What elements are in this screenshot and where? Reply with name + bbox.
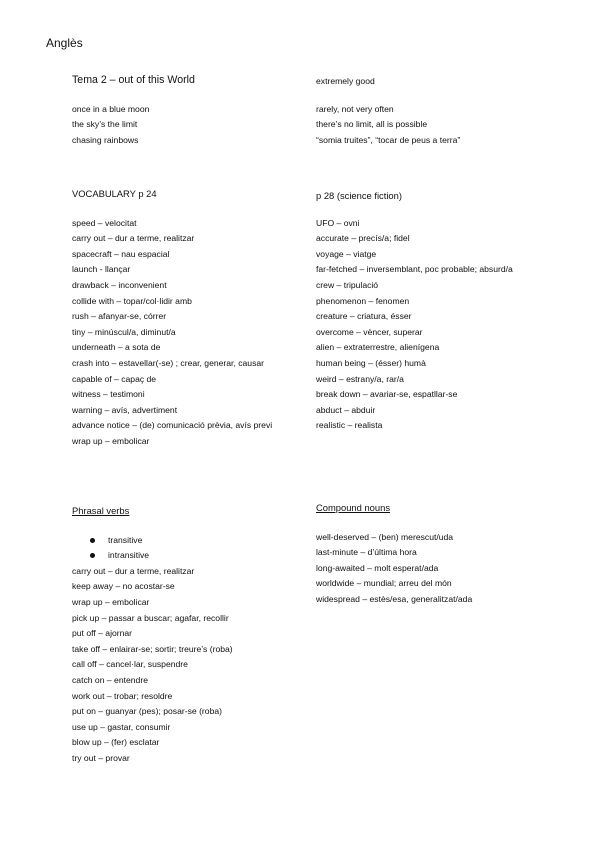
vocab-item: witness – testimoni [72,389,145,400]
scifi-item: abduct – abduir [316,404,376,415]
idioms-left-column [72,73,302,148]
compound-nouns-section [316,500,566,608]
bullet-icon [90,538,95,543]
idiom-en: chasing rainbows [72,134,139,145]
science-fiction-section [316,188,566,434]
scifi-item: creature – criatura, ésser [316,311,412,322]
vocab-item: rush – afanyar-se, córrer [72,311,167,322]
scifi-item: alien – extraterrestre, alienígena [316,342,440,353]
scifi-item: UFO – ovni [316,217,360,228]
phrasal-item: carry out – dur a terme, realitzar [72,565,195,576]
scifi-item: human being – (ésser) humà [316,357,426,368]
phrasal-item: blow up – (fer) esclatar [72,737,160,748]
idiom-en: the sky’s the limit [72,119,138,130]
vocab-item: collide with – topar/col·lidir amb [72,295,192,306]
vocab-item: speed – velocitat [72,217,137,228]
list-item [88,533,302,549]
vocabulary-heading: VOCABULARY p 24 [72,188,157,199]
vocab-item: crash into – estavellar(-se) ; crear, generar, causar [72,357,265,368]
compound-item: worldwide – mundial; arreu del món [316,578,452,589]
scifi-item: realistic – realista [316,420,383,431]
compound-item: long-awaited – molt esperat/ada [316,562,439,573]
phrasal-item: pick up – passar a buscar; agafar, recollir [72,612,229,623]
phrasal-verbs-section [72,503,302,767]
phrasal-item: take off – enlairar-se; sortir; treure’s (roba) [72,643,233,654]
idiom-meaning: “somia truites”, “tocar de peus a terra” [316,134,461,145]
list-item [88,548,302,564]
compound-item: last-minute – d’última hora [316,547,417,558]
science-fiction-heading: p 28 (science fiction) [316,190,402,201]
compound-item: well-deserved – (ben) merescut/uda [316,531,454,542]
lesson-title: Tema 2 – out of this World [72,74,195,86]
vocab-item: drawback – inconvenient [72,279,167,290]
phrasal-item: call off – cancel·lar, suspendre [72,659,188,670]
phrasal-item: put on – guanyar (pes); posar-se (roba) [72,706,222,717]
phrasal-item: work out – trobar; resoldre [72,690,173,701]
phrasal-item: wrap up – embolicar [72,596,150,607]
scifi-item: far-fetched – inversemblant, poc probable; absurd/a [316,264,513,275]
vocab-item: warning – avís, advertiment [72,404,178,415]
phrasal-item: use up – gastar, consumir [72,721,171,732]
idiom-meaning: rarely, not very often [316,103,394,114]
scifi-item: overcome – vèncer, superar [316,326,423,337]
scifi-item: weird – estrany/a, rar/a [316,373,404,384]
idioms-right-column [316,74,566,148]
compound-nouns-heading: Compound nouns [316,502,391,513]
phrasal-item: try out – provar [72,752,130,763]
phrasal-item: catch on – entendre [72,674,148,685]
phrasal-item: put off – ajornar [72,628,133,639]
phrasal-verbs-heading: Phrasal verbs [72,505,130,516]
compound-item: widespread – estès/esa, generalitzat/ada [316,593,473,604]
verb-type: transitive [108,534,143,545]
bullet-icon [90,553,95,558]
idiom-meaning: there’s no limit, all is possible [316,119,428,130]
scifi-item: voyage – viatge [316,248,377,259]
vocab-item: wrap up – embolicar [72,435,150,446]
vocab-item: launch - llançar [72,264,131,275]
page-header-title: Anglès [46,36,83,50]
section-subtitle: extremely good [316,76,375,86]
vocab-item: carry out – dur a terme, realitzar [72,233,195,244]
scifi-item: accurate – precís/a; fidel [316,233,410,244]
verb-type: intransitive [108,550,150,561]
vocab-item: advance notice – (de) comunicació prèvia, avís previ [72,420,273,431]
scifi-item: crew – tripulació [316,279,379,290]
vocab-item: tiny – minúscul/a, diminut/a [72,326,176,337]
vocab-item: underneath – a sota de [72,342,161,353]
vocab-item: capable of – capaç de [72,373,157,384]
scifi-item: break down – avariar-se, espatllar-se [316,389,458,400]
verb-type-list [88,533,302,564]
phrasal-item: keep away – no acostar-se [72,581,175,592]
scifi-item: phenomenon – fenomen [316,295,410,306]
idiom-en: once in a blue moon [72,103,150,114]
vocabulary-section [72,186,302,450]
vocab-item: spacecraft – nau espacial [72,248,170,259]
